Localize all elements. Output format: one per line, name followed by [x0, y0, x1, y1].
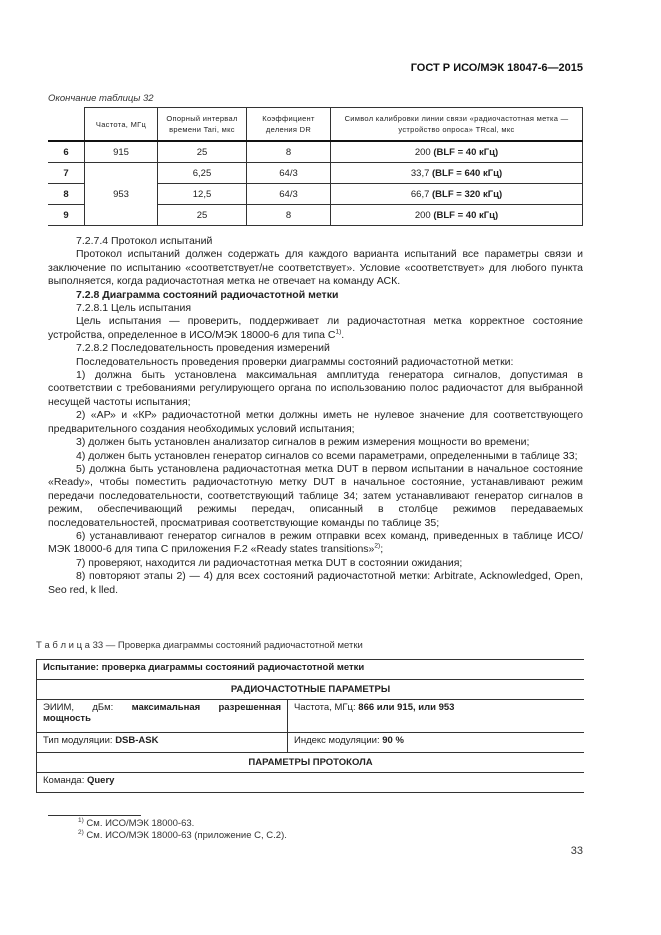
paragraph: Протокол испытаний должен содержать для каждого варианта испытаний все параметры связи и заключение по испытанию «соответствует/не соответствует». Условие «соответствует» для любого пункта выполняется, когда радиочастотная метка не отвечает на команду АСК.: [48, 248, 583, 288]
table-33: Испытание: проверка диаграммы состояний радиочастотной метки РАДИОЧАСТОТНЫЕ ПАРАМЕТРЫ ЭИИМ, дБм: максимальная разрешенная мощность Частота, МГц: 866 или 915, или 953 Тип модуляции: DSB-ASK Индекс модуляции: 90 % ПАРАМЕТРЫ ПРОТОКОЛА Команда: Query: [36, 659, 584, 793]
col-header: Коэффициент деления DR: [247, 108, 331, 142]
section-heading: 7.2.8 Диаграмма состояний радиочастотной метки: [76, 288, 339, 301]
list-item: 4) должен быть установлен генератор сигналов со всеми параметрами, определенными в таблице 33;: [76, 449, 578, 462]
paragraph: 7.2.7.4 Протокол испытаний: [76, 235, 213, 247]
paragraph: Цель испытания — проверить, поддерживает ли радиочастотная метка корректное состояние устройства, определенное в ИСО/МЭК 18000-6 для типа $С^{1)}$.: [48, 315, 583, 341]
list-item: 7) проверяют, находится ли радиочастотная метка DUT в состоянии ожидания;: [76, 556, 463, 569]
table-32: [48, 107, 583, 226]
body-text: [48, 235, 583, 597]
footnote-divider: [48, 815, 141, 816]
list-item: 5) должна быть установлена радиочастотная метка DUT в первом испытании в начальное состояние «Ready», чтобы поместить радиочастотную метку DUT в начальное состояние, устанавливают режим передачи последовательности, соответствующий таблице 34; затем устанавливают генератор сигналов в режим, обеспечивающий режимы передач, описанный в столбце режимов передаваемых последовательностей, просматривая соответствующие команды по таблице 35;: [48, 462, 583, 529]
table-row: 9 25 8 200 (BLF = 40 кГц): [48, 205, 583, 226]
table-row: 7 953 6,25 64/3 33,7 (BLF = 640 кГц): [48, 163, 583, 184]
footnote-ref: 2): [374, 542, 381, 550]
list-item: 3) должен быть установлен анализатор сигналов в режим измерения мощности во времени;: [76, 436, 530, 449]
footnote: $^{1)}$ См. ИСО/МЭК 18000-63.: [78, 816, 195, 829]
table-title: Испытание: проверка диаграммы состояний радиочастотной метки: [37, 660, 585, 680]
table33-caption: Т а б л и ц а 33 — Проверка диаграммы состояний радиочастотной метки: [36, 640, 363, 651]
section-header: ПАРАМЕТРЫ ПРОТОКОЛА: [37, 753, 585, 773]
col-header: Частота, МГц: [85, 108, 158, 142]
list-item: 1) должна быть установлена максимальная амплитуда генератора сигналов, допустимая в соответствии с требованиями регулирующего органа по использованию полос радиочастот для выбранной несущей частоты испытания;: [48, 369, 583, 408]
section-header: РАДИОЧАСТОТНЫЕ ПАРАМЕТРЫ: [37, 680, 585, 700]
table32-caption: Окончание таблицы 32: [48, 93, 154, 104]
paragraph: 7.2.8.2 Последовательность проведения измерений: [76, 342, 330, 355]
list-item: 6) устанавливают генератор сигналов в режим отправки всех команд, приведенных в таблице ИСО/МЭК 18000-6 для типа С приложения F.2 «Ready states transitions»$^{2)}$;: [48, 529, 583, 556]
paragraph: 7.2.8.1 Цель испытания: [76, 302, 192, 315]
col-header: Опорный интервал времени Tari, мкс: [158, 108, 247, 142]
footnote: $^{2)}$ См. ИСО/МЭК 18000-63 (приложение С, С.2).: [78, 828, 287, 841]
col-header: Символ калибровки линии связи «радиочастотная метка — устройство опроса» TRcal, мкс: [331, 108, 583, 142]
list-item: 2) «АР» и «КР» радиочастотной метки должны иметь не нулевое значение для соответствующего предварительного создания необходимых условий испытания;: [48, 409, 583, 435]
document-header: ГОСТ Р ИСО/МЭК 18047-6—2015: [410, 62, 583, 74]
list-item: 8) повторяют этапы 2) — 4) для всех состояний радиочастотной метки: Arbitrate, Acknowledged, Open, Seo red, k lled.: [48, 570, 583, 596]
table-row: 6 915 25 8 200 (BLF = 40 кГц): [48, 141, 583, 163]
page-number: 33: [570, 845, 583, 857]
table-row: 8 12,5 64/3 66,7 (BLF = 320 кГц): [48, 184, 583, 205]
paragraph: Последовательность проведения проверки диаграммы состояний радиочастотной метки:: [76, 355, 514, 368]
footnote-ref: 1): [335, 328, 342, 336]
